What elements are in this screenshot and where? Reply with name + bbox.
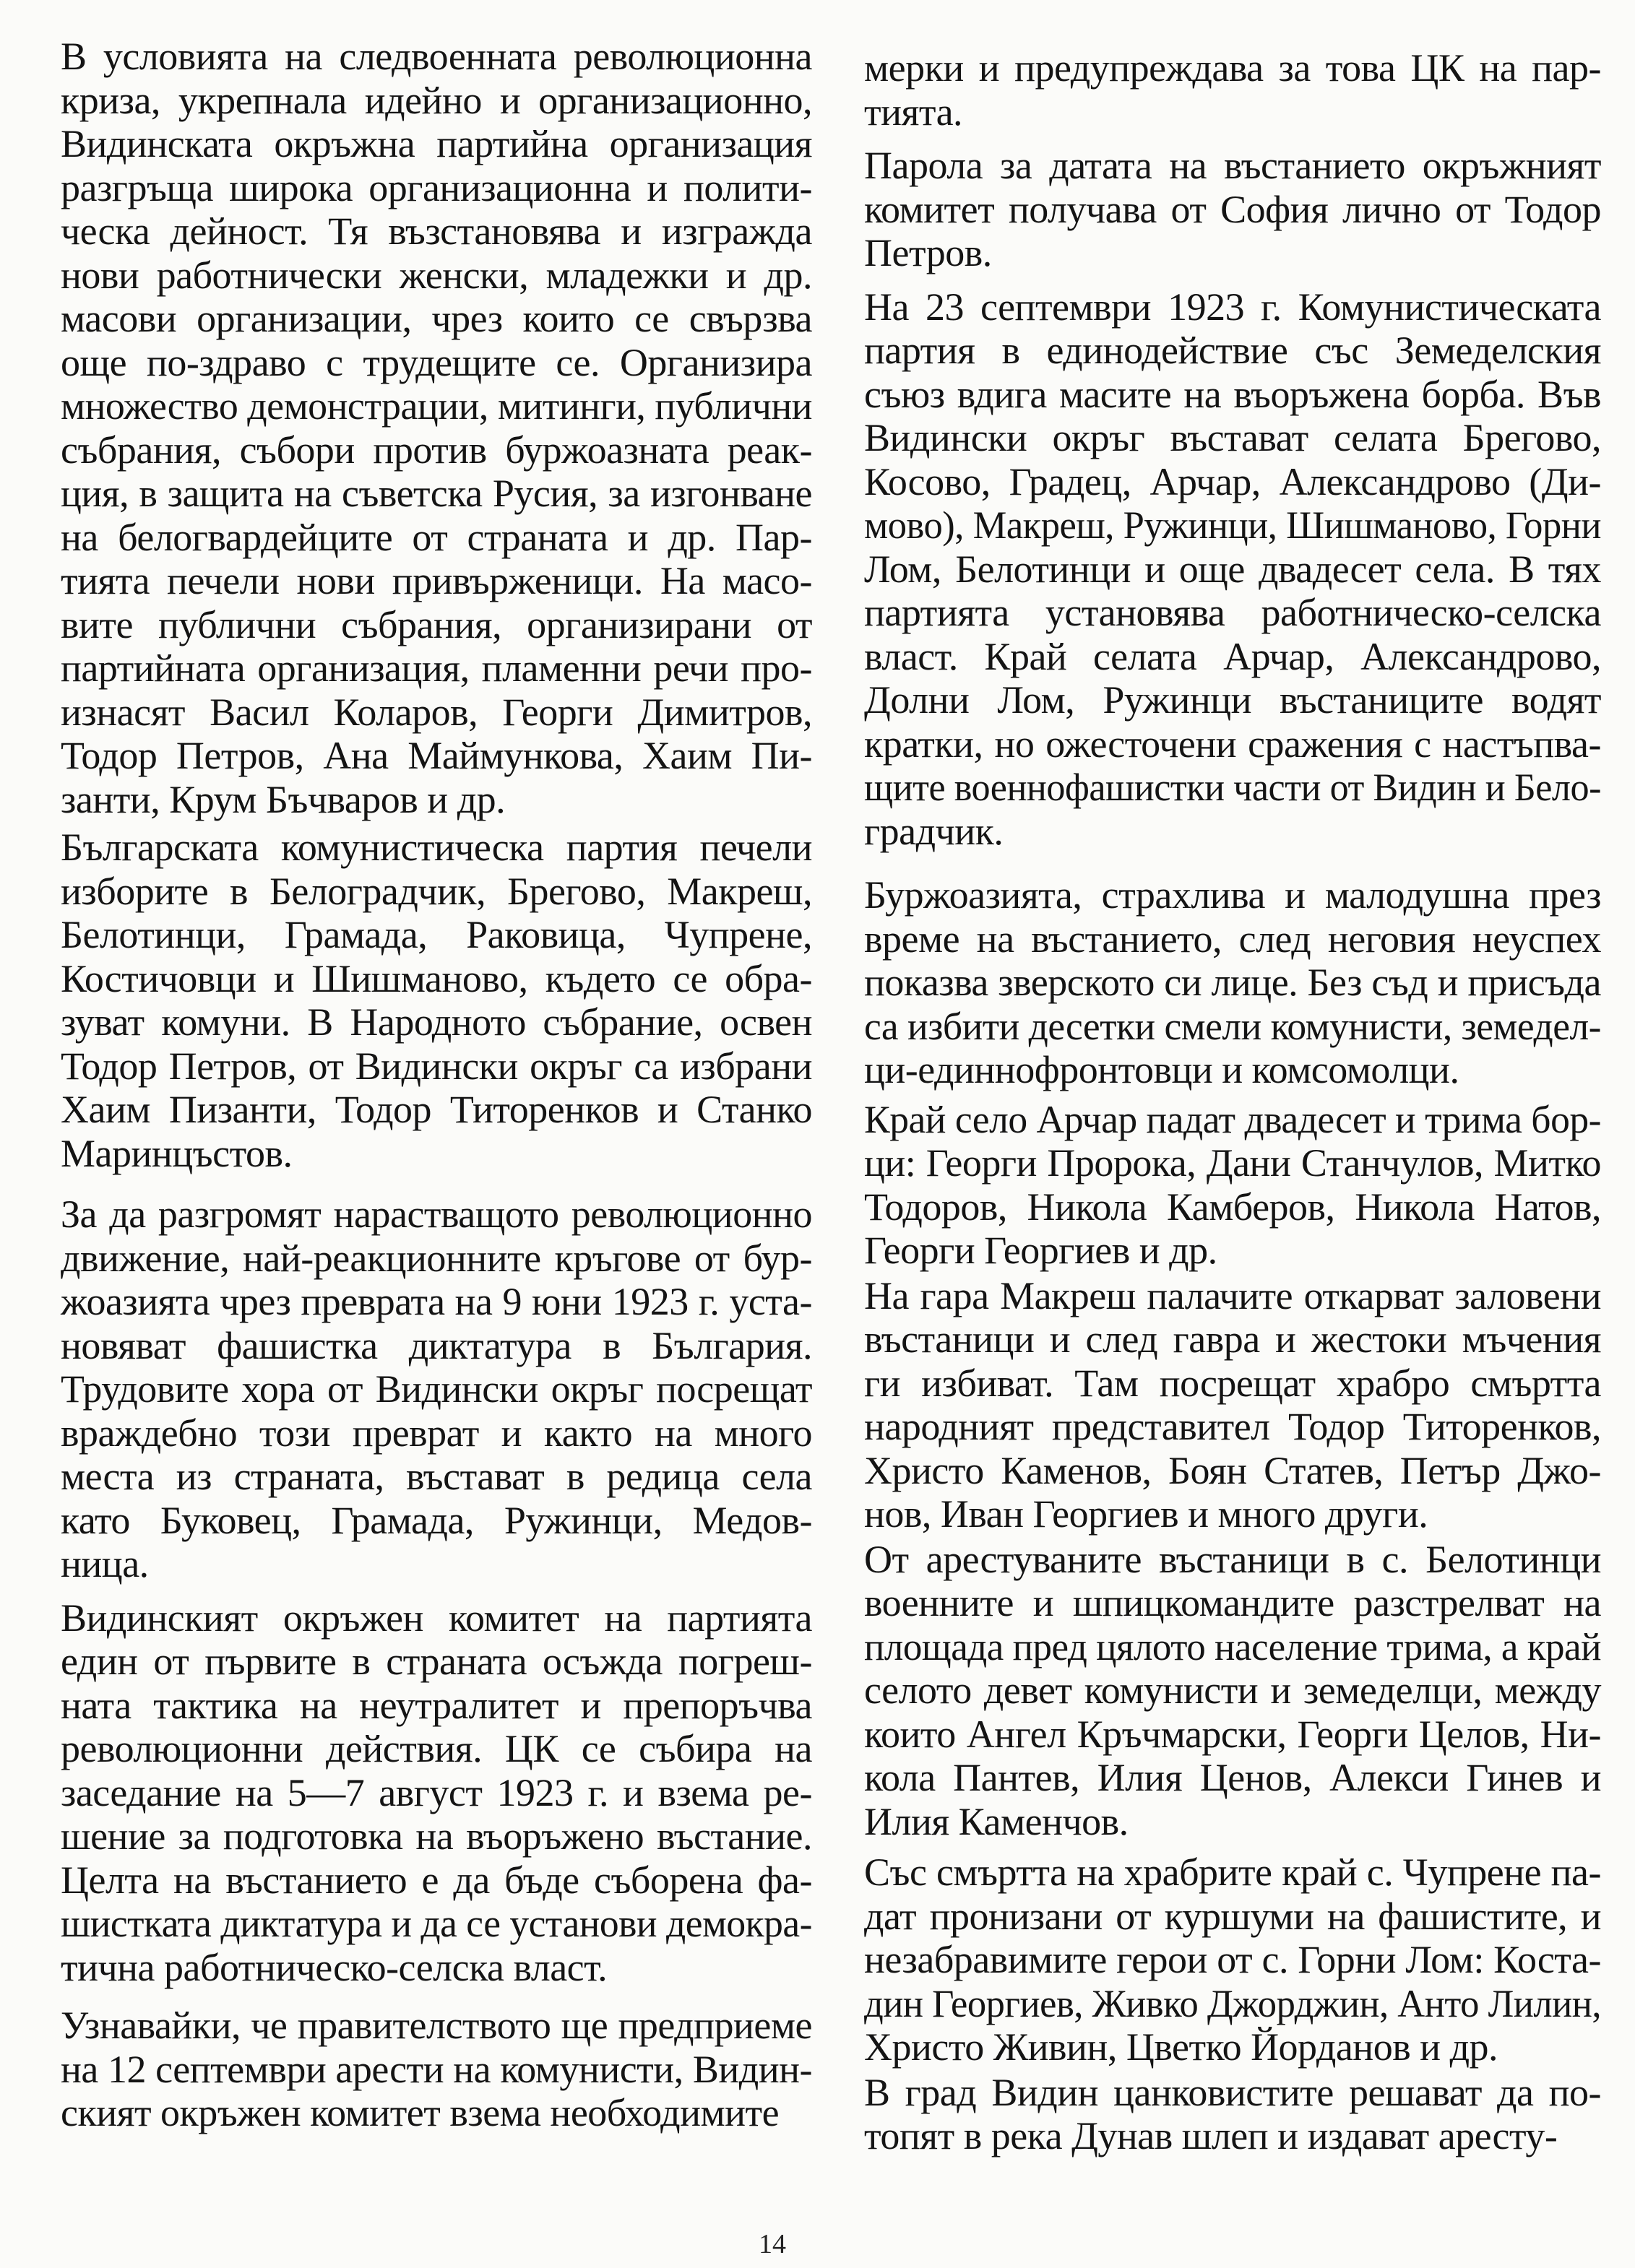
- text-line: ги избиват. Там посрещат храбро смъртта: [864, 1361, 1601, 1405]
- text-line: партия в единодействие със Земеделския: [864, 329, 1601, 372]
- paragraph: [864, 2071, 1601, 2158]
- text-line: мерки и предупреждава за това ЦК на пар-: [864, 46, 1601, 90]
- text-line: Христо Живин, Цветко Йорданов и др.: [864, 2025, 1498, 2069]
- text-line: щите военнофашистки части от Видин и Бело-: [864, 766, 1601, 809]
- text-line: топят в река Дунав шлеп и издават аресту-: [864, 2114, 1558, 2157]
- text-line: селото девет комунисти и земеделци, между: [864, 1668, 1601, 1712]
- paragraph: [864, 1851, 1601, 2069]
- text-line: военните и шпицкомандите разстрелват на: [864, 1581, 1601, 1624]
- text-line: Тодор Петров, Ана Маймункова, Хаим Пи-: [61, 734, 812, 777]
- text-line: Тодор Петров, от Видински окръг са избрани: [61, 1044, 812, 1088]
- text-line: показва зверското си лице. Без съд и присъда: [864, 961, 1601, 1004]
- text-line: революционни действия. ЦК се събира на: [61, 1727, 812, 1770]
- text-line: Целта на въстанието е да бъде съборена фа-: [61, 1858, 812, 1902]
- text-line: нови работнически женски, младежки и др.: [61, 253, 812, 297]
- text-line: на белогвардейците от страната и др. Пар-: [61, 515, 812, 559]
- text-line: партията установява работническо-селска: [864, 591, 1601, 634]
- text-line: власт. Край селата Арчар, Александрово,: [864, 634, 1601, 678]
- text-line: събрания, събори против буржоазната реак-: [61, 428, 812, 472]
- paragraph: [61, 2004, 812, 2135]
- text-line: Със смъртта на храбрите край с. Чупрене па-: [864, 1851, 1601, 1894]
- text-line: Хаим Пизанти, Тодор Титоренков и Станко: [61, 1088, 812, 1131]
- text-line: ци: Георги Пророка, Дани Станчулов, Митко: [864, 1141, 1601, 1185]
- text-line: шистката диктатура и да се установи демокра-: [61, 1902, 812, 1945]
- text-line: вите публични събрания, организирани от: [61, 602, 812, 646]
- text-line: движение, най-реакционните кръгове от бур-: [61, 1236, 812, 1280]
- text-line: още по-здраво с трудещите се. Организира: [61, 340, 812, 384]
- text-line: На гара Макреш палачите откарват заловени: [864, 1273, 1601, 1317]
- text-line: Край село Арчар падат двадесет и трима бор-: [864, 1097, 1601, 1141]
- text-line: тията.: [864, 90, 963, 134]
- text-line: комитет получава от София лично от Тодор: [864, 187, 1601, 231]
- text-line: един от първите в страната осъжда погреш-: [61, 1640, 812, 1683]
- text-line: време на въстанието, след неговия неуспех: [864, 917, 1601, 961]
- text-line: ница.: [61, 1542, 149, 1585]
- text-line: съюз вдига масите на въоръжена борба. Във: [864, 372, 1601, 416]
- text-line: изборите в Белоградчик, Брегово, Макреш,: [61, 869, 812, 913]
- text-line: места из страната, въстават в редица села: [61, 1455, 812, 1498]
- paragraph: [61, 1193, 812, 1586]
- text-line: От арестуваните въстаници в с. Белотинци: [864, 1537, 1601, 1581]
- text-line: Буржоазията, страхлива и малодушна през: [864, 873, 1601, 917]
- text-line: Българската комунистическа партия печели: [61, 826, 812, 869]
- text-line: градчик.: [864, 809, 1004, 853]
- text-line: тична работническо-селска власт.: [61, 1945, 608, 1989]
- text-line: разгръща широка организационна и полити-: [61, 165, 812, 209]
- paragraph: [864, 144, 1601, 275]
- text-line: които Ангел Кръчмарски, Георги Целов, Ни-: [864, 1712, 1601, 1756]
- text-line: заседание на 5—7 август 1923 г. и взема ре-: [61, 1770, 812, 1814]
- text-line: Белотинци, Грамада, Раковица, Чупрене,: [61, 913, 812, 956]
- paragraph: [864, 1538, 1601, 1844]
- paragraph: [864, 873, 1601, 1092]
- text-line: Видински окръг въстават селата Брегово,: [864, 416, 1601, 459]
- text-line: шение за подготовка на въоръжено въстание.: [61, 1814, 812, 1858]
- text-line: занти, Крум Бъчваров и др.: [61, 777, 506, 821]
- paragraph: [864, 1098, 1601, 1273]
- text-line: ната тактика на неутралитет и препоръчва: [61, 1683, 812, 1727]
- text-line: кола Пантев, Илия Ценов, Алекси Гинев и: [864, 1756, 1601, 1799]
- text-line: Костичовци и Шишманово, където се обра-: [61, 956, 812, 1000]
- text-line: Трудовите хора от Видински окръг посрещат: [61, 1367, 812, 1411]
- text-line: Тодоров, Никола Камберов, Никола Натов,: [864, 1185, 1601, 1229]
- paragraph: [61, 35, 812, 821]
- paragraph: [864, 1274, 1601, 1536]
- text-line: враждебно този преврат и както на много: [61, 1411, 812, 1455]
- text-line: изнасят Васил Коларов, Георги Димитров,: [61, 690, 812, 734]
- text-line: дат пронизани от куршуми на фашистите, и: [864, 1894, 1601, 1938]
- text-line: Христо Каменов, Боян Статев, Петър Джо-: [864, 1448, 1601, 1492]
- text-line: масови организации, чрез които се свързва: [61, 297, 812, 340]
- paragraph: [61, 826, 812, 1175]
- paragraph: [864, 285, 1601, 854]
- text-line: В условията на следвоенната революционна: [61, 35, 812, 78]
- text-line: Петров.: [864, 231, 992, 274]
- text-line: ци-единнофронтовци и комсомолци.: [864, 1048, 1459, 1091]
- text-line: зуват комуни. В Народното събрание, освен: [61, 1000, 812, 1044]
- text-line: множество демонстрации, митинги, публични: [61, 384, 812, 428]
- text-line: криза, укрепнала идейно и организационно,: [61, 78, 812, 122]
- text-line: Илия Каменчов.: [864, 1799, 1129, 1843]
- text-line: За да разгромят нарастващото революционно: [61, 1193, 812, 1236]
- text-line: ският окръжен комитет взема необходимите: [61, 2091, 780, 2134]
- text-line: Лом, Белотинци и още двадесет села. В тях: [864, 547, 1601, 591]
- text-line: партийната организация, пламенни речи про-: [61, 646, 812, 690]
- text-line: народният представител Тодор Титоренков,: [864, 1405, 1601, 1448]
- text-line: незабравимите герои от с. Горни Лом: Коста-: [864, 1938, 1601, 1981]
- paragraph: [864, 46, 1601, 134]
- text-line: са избити десетки смели комунисти, земедел-: [864, 1004, 1601, 1048]
- text-line: дин Георгиев, Живко Джорджин, Анто Лилин,: [864, 1981, 1601, 2025]
- text-line: тията печели нови привърженици. На масо-: [61, 559, 812, 602]
- text-line: Узнавайки, че правителството ще предприеме: [61, 2004, 812, 2047]
- text-line: На 23 септември 1923 г. Комунистическата: [864, 285, 1601, 329]
- text-line: В град Видин цанковистите решават да по-: [864, 2070, 1601, 2114]
- text-line: площада пред цялото население трима, а край: [864, 1624, 1601, 1668]
- text-line: жоазията чрез преврата на 9 юни 1923 г. уста-: [61, 1280, 812, 1323]
- text-line: Парола за датата на въстанието окръжният: [864, 144, 1601, 187]
- text-line: въстаници и след гавра и жестоки мъчения: [864, 1317, 1601, 1361]
- paragraph: [61, 1596, 812, 1990]
- text-line: Долни Лом, Ружинци въстаниците водят: [864, 678, 1601, 722]
- text-line: Георги Георгиев и др.: [864, 1229, 1217, 1272]
- text-line: Видинската окръжна партийна организация: [61, 122, 812, 165]
- text-line: Видинският окръжен комитет на партията: [61, 1596, 812, 1640]
- text-line: като Буковец, Грамада, Ружинци, Медов-: [61, 1498, 812, 1542]
- text-line: на 12 септември арести на комунисти, Видин-: [61, 2047, 812, 2091]
- text-line: мово), Макреш, Ружинци, Шишманово, Горни: [864, 503, 1601, 547]
- text-line: ческа дейност. Тя възстановява и изгражда: [61, 209, 812, 253]
- page-number: 14: [759, 2229, 786, 2259]
- text-line: кратки, но ожесточени сражения с настъпва-: [864, 722, 1601, 766]
- text-line: Косово, Градец, Арчар, Александрово (Ди-: [864, 459, 1601, 503]
- text-line: Маринцъстов.: [61, 1131, 293, 1175]
- text-line: ция, в защита на съветска Русия, за изгонване: [61, 472, 812, 515]
- text-line: нов, Иван Георгиев и много други.: [864, 1492, 1428, 1536]
- text-line: новяват фашистка диктатура в България.: [61, 1323, 812, 1367]
